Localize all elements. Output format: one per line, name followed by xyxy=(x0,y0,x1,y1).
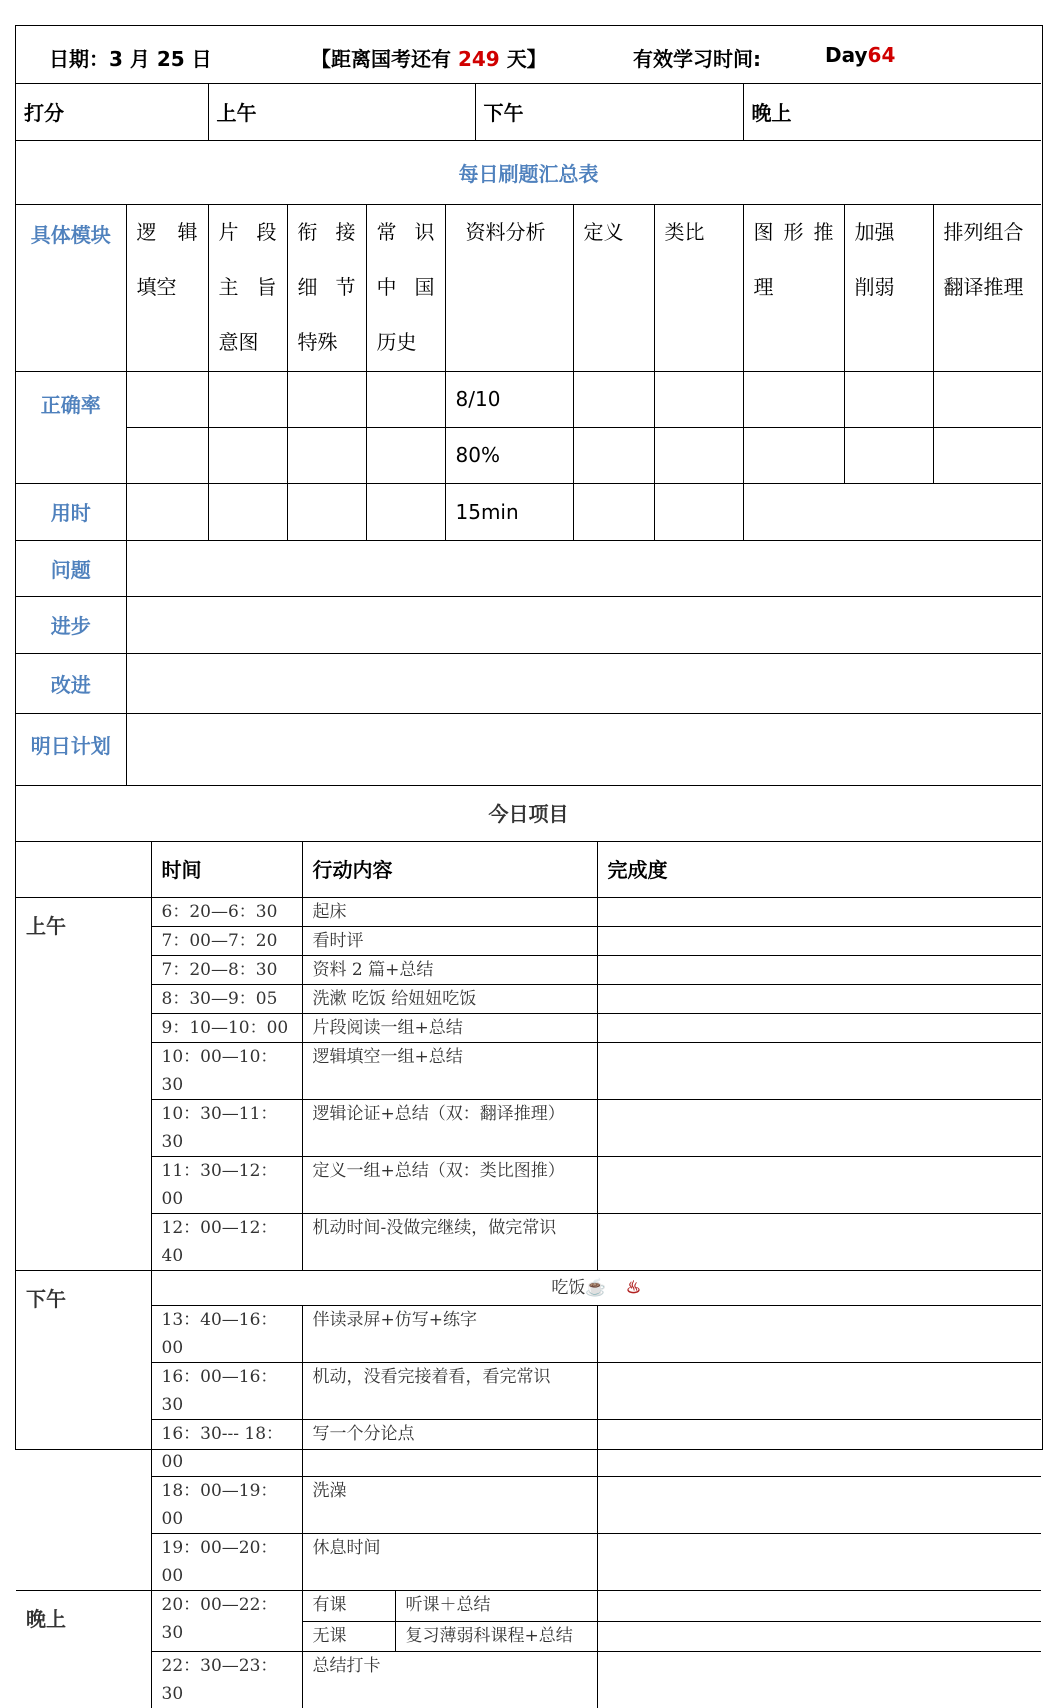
schedule-row xyxy=(16,927,1041,956)
done-cell[interactable] xyxy=(597,1157,1041,1214)
date-value: 3 月 25 日 xyxy=(109,47,212,71)
schedule-row xyxy=(16,1652,1041,1708)
date-label: 日期： xyxy=(49,47,109,71)
improve-field[interactable] xyxy=(126,653,1041,713)
done-cell[interactable] xyxy=(597,1363,1041,1420)
action-cell: 休息时间 xyxy=(302,1534,597,1591)
action-cell: 定义一组+总结（双：类比图推） xyxy=(302,1157,597,1214)
time-label: 用时 xyxy=(16,483,126,540)
done-cell[interactable] xyxy=(597,985,1041,1014)
schedule-row xyxy=(16,1363,1041,1420)
score-row xyxy=(16,83,1041,140)
time-cell: 11：30—12：00 xyxy=(151,1157,302,1214)
schedule-row xyxy=(16,1100,1041,1157)
schedule-row xyxy=(16,1534,1041,1591)
category-cell: 加强 削弱 xyxy=(844,204,933,371)
schedule-row xyxy=(16,1477,1041,1534)
action-cell: 逻辑填空一组+总结 xyxy=(302,1043,597,1100)
schedule-row xyxy=(16,1306,1041,1363)
header-row xyxy=(16,26,1041,83)
score-morning[interactable]: 上午 xyxy=(208,83,475,140)
schedule-row xyxy=(16,956,1041,985)
done-cell[interactable] xyxy=(597,927,1041,956)
done-cell[interactable] xyxy=(597,1306,1041,1363)
done-cell[interactable] xyxy=(597,1214,1041,1271)
time-cell: 7：20—8：30 xyxy=(151,956,302,985)
accuracy-percent[interactable]: 80% xyxy=(445,427,573,483)
col-done-header: 完成度 xyxy=(597,842,1041,898)
has-class-action: 听课＋总结 xyxy=(395,1591,597,1622)
time-cell: 9：10—10：00 xyxy=(151,1014,302,1043)
module-label: 具体模块 xyxy=(16,204,126,371)
summary-title-row xyxy=(16,140,1041,204)
accuracy-label: 正确率 xyxy=(16,371,126,483)
accuracy-row-2 xyxy=(16,427,1041,483)
time-cell: 8：30—9：05 xyxy=(151,985,302,1014)
schedule-row xyxy=(16,1043,1041,1100)
time-cell: 22：30—23：30 xyxy=(151,1652,302,1708)
day-counter xyxy=(825,43,895,67)
has-class-cell: 有课 xyxy=(302,1591,395,1622)
plan-row xyxy=(16,713,1041,785)
time-cell: 16：00—16：30 xyxy=(151,1363,302,1420)
plan-field[interactable] xyxy=(126,713,1041,785)
done-cell[interactable] xyxy=(597,1100,1041,1157)
category-cell: 资料分析 xyxy=(445,204,573,371)
time-cell: 7：00—7：20 xyxy=(151,927,302,956)
study-time-label: 有效学习时间: xyxy=(633,43,761,72)
done-cell[interactable] xyxy=(597,1534,1041,1591)
action-cell: 起床 xyxy=(302,898,597,927)
action-cell: 洗漱 吃饭 给妞妞吃饭 xyxy=(302,985,597,1014)
done-cell[interactable] xyxy=(597,898,1041,927)
improve-label: 改进 xyxy=(16,653,126,713)
done-cell[interactable] xyxy=(597,1591,1041,1622)
lunch-cell xyxy=(151,1271,1041,1306)
countdown-suffix: 天】 xyxy=(507,47,547,71)
accuracy-fraction[interactable]: 8/10 xyxy=(445,371,573,427)
countdown-prefix: 【距离国考还有 xyxy=(311,47,451,71)
no-class-action: 复习薄弱科课程+总结 xyxy=(395,1622,597,1652)
time-cell: 19：00—20：00 xyxy=(151,1534,302,1591)
time-cell: 20：00—22：30 xyxy=(151,1591,302,1652)
time-row xyxy=(16,483,1041,540)
category-cell: 逻 辑 填空 xyxy=(126,204,208,371)
time-cell: 6：20—6：30 xyxy=(151,898,302,927)
accuracy-row-1 xyxy=(16,371,1041,427)
morning-label: 上午 xyxy=(16,898,151,1271)
category-cell: 衔 接 细 节 特殊 xyxy=(287,204,366,371)
category-cell: 图 形 推 理 xyxy=(743,204,844,371)
evening-label: 晚上 xyxy=(16,1591,151,1708)
category-cell: 定义 xyxy=(573,204,654,371)
action-cell: 资料 2 篇+总结 xyxy=(302,956,597,985)
time-cell: 10：00—10：30 xyxy=(151,1043,302,1100)
improve-row xyxy=(16,653,1041,713)
done-cell[interactable] xyxy=(597,1652,1041,1708)
schedule-row xyxy=(16,1157,1041,1214)
action-cell: 写一个分论点 xyxy=(302,1420,597,1477)
action-cell: 伴读录屏+仿写+练字 xyxy=(302,1306,597,1363)
time-cell: 16：30--- 18：00 xyxy=(151,1420,302,1477)
countdown xyxy=(311,43,547,72)
action-cell: 片段阅读一组+总结 xyxy=(302,1014,597,1043)
action-cell: 总结打卡 xyxy=(302,1652,597,1708)
done-cell[interactable] xyxy=(597,1043,1041,1100)
category-cell: 类比 xyxy=(654,204,743,371)
done-cell[interactable] xyxy=(597,1477,1041,1534)
summary-table xyxy=(16,26,1041,786)
summary-title: 每日刷题汇总表 xyxy=(16,140,1041,204)
progress-row xyxy=(16,596,1041,653)
score-afternoon[interactable]: 下午 xyxy=(475,83,743,140)
problems-row xyxy=(16,540,1041,596)
plan-label: 明日计划 xyxy=(16,713,126,785)
schedule-row xyxy=(16,1591,1041,1622)
action-cell: 洗澡 xyxy=(302,1477,597,1534)
action-cell: 看时评 xyxy=(302,927,597,956)
countdown-days: 249 xyxy=(458,47,500,71)
date-area xyxy=(49,43,212,72)
time-value[interactable]: 15min xyxy=(445,483,573,540)
no-class-cell: 无课 xyxy=(302,1622,395,1652)
category-row xyxy=(16,204,1041,371)
schedule-row xyxy=(16,898,1041,927)
score-label: 打分 xyxy=(16,83,208,140)
problems-field[interactable] xyxy=(126,540,1041,596)
hot-springs-icon: ♨ xyxy=(626,1278,641,1298)
schedule-row xyxy=(16,1214,1041,1271)
time-cell: 13：40—16：00 xyxy=(151,1306,302,1363)
col-time-header: 时间 xyxy=(151,842,302,898)
problems-label: 问题 xyxy=(16,540,126,596)
category-cell: 片 段 主 旨 意图 xyxy=(208,204,287,371)
time-cell: 12：00—12：40 xyxy=(151,1214,302,1271)
daily-planner-page xyxy=(15,25,1043,1450)
schedule-title: 今日项目 xyxy=(16,786,1041,842)
day-number: 64 xyxy=(868,43,896,67)
lunch-row xyxy=(16,1271,1041,1306)
done-cell[interactable] xyxy=(597,956,1041,985)
schedule-header-row xyxy=(16,842,1041,898)
category-cell: 常 识 中 国 历史 xyxy=(366,204,445,371)
schedule-row xyxy=(16,985,1041,1014)
coffee-cup-icon: ☕ xyxy=(585,1278,606,1298)
category-cell: 排列组合 翻译推理 xyxy=(933,204,1041,371)
afternoon-label: 下午 xyxy=(16,1271,151,1591)
done-cell[interactable] xyxy=(597,1420,1041,1477)
action-cell: 机动时间-没做完继续，做完常识 xyxy=(302,1214,597,1271)
done-cell[interactable] xyxy=(597,1622,1041,1652)
time-cell: 10：30—11：30 xyxy=(151,1100,302,1157)
schedule-table xyxy=(16,785,1041,1708)
lunch-text: 吃饭 xyxy=(551,1278,585,1298)
day-prefix: Day xyxy=(825,43,868,67)
score-evening[interactable]: 晚上 xyxy=(743,83,1041,140)
schedule-row xyxy=(16,1420,1041,1477)
schedule-row xyxy=(16,1014,1041,1043)
action-cell: 逻辑论证+总结（双：翻译推理） xyxy=(302,1100,597,1157)
time-cell: 18：00—19：00 xyxy=(151,1477,302,1534)
progress-field[interactable] xyxy=(126,596,1041,653)
progress-label: 进步 xyxy=(16,596,126,653)
done-cell[interactable] xyxy=(597,1014,1041,1043)
col-action-header: 行动内容 xyxy=(302,842,597,898)
action-cell: 机动，没看完接着看，看完常识 xyxy=(302,1363,597,1420)
schedule-title-row xyxy=(16,786,1041,842)
